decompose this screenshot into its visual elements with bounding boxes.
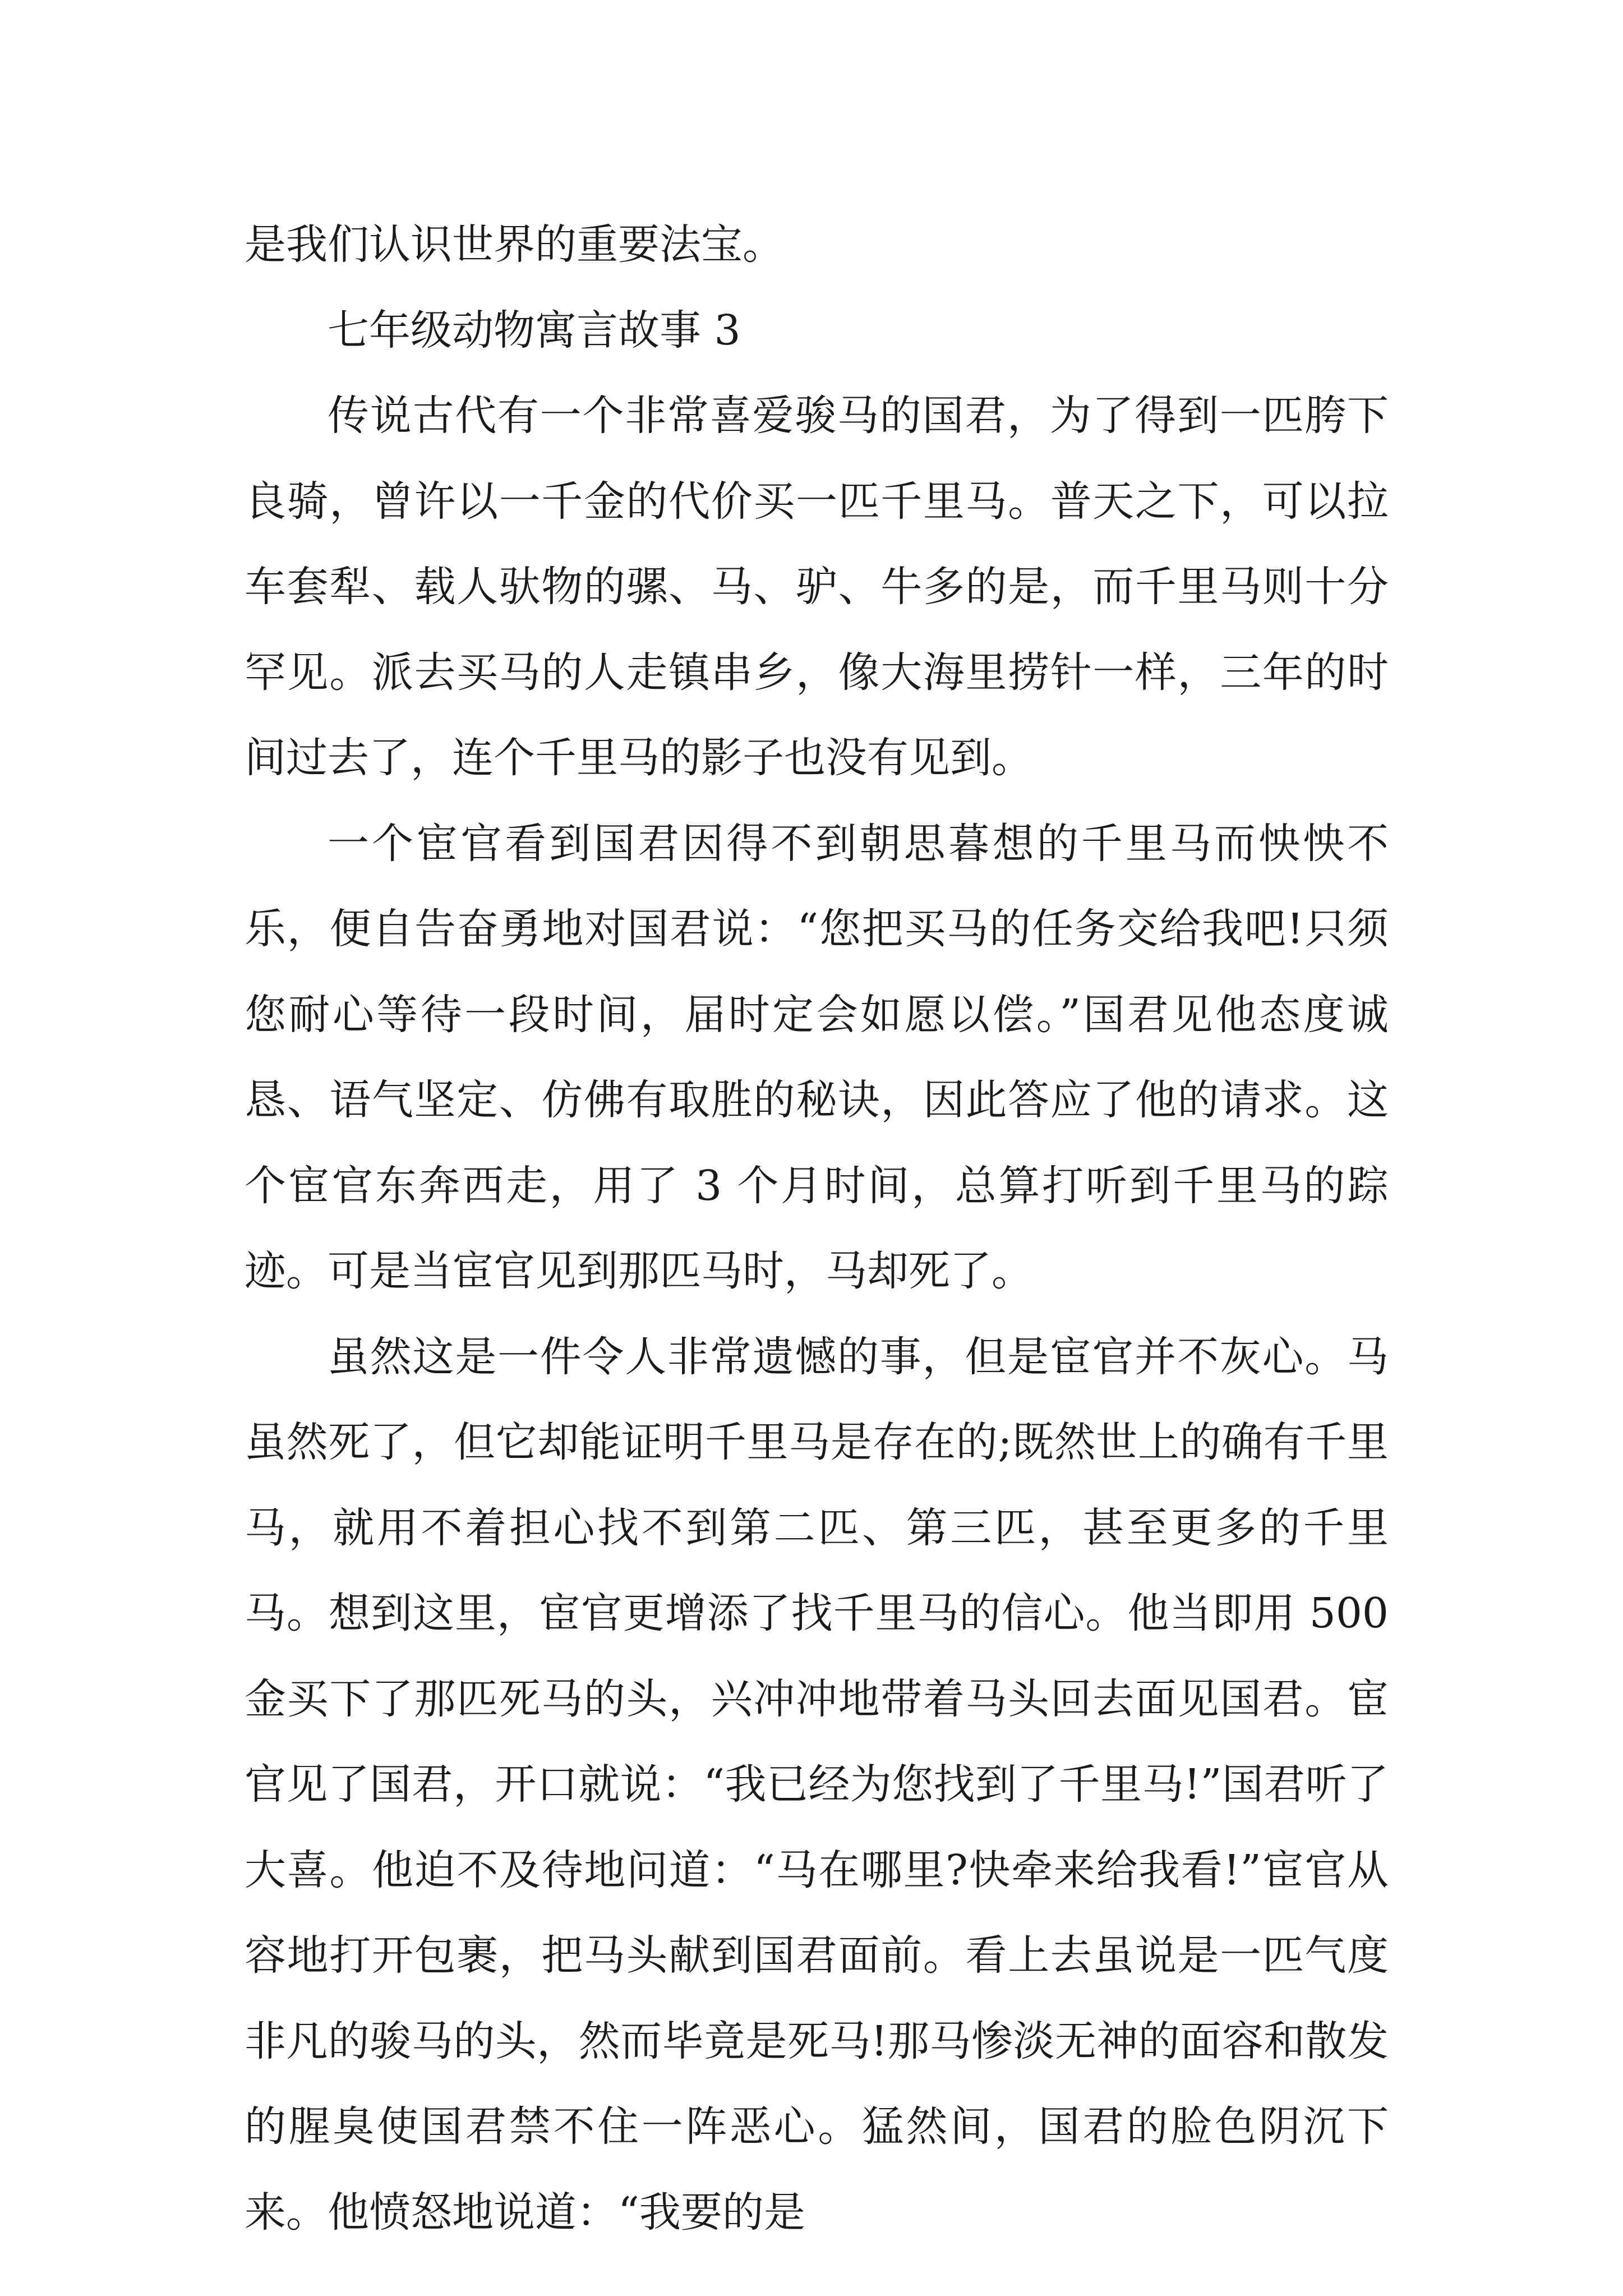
paragraph-1: 传说古代有一个非常喜爱骏马的国君，为了得到一匹胯下良骑，曾许以一千金的代价买一匹千里马。普天之下，可以拉车套犁、载人驮物的骡、马、驴、牛多的是，而千里马则十分罕见。派去买马的人走镇串乡，像大海里捞针一样，三年的时间过去了，连个千里马的影子也没有见到。	[245, 392, 1389, 782]
paragraph-3: 虽然这是一件令人非常遗憾的事，但是宦官并不灰心。马虽然死了，但它却能证明千里马是存在的;既然世上的确有千里马，就用不着担心找不到第二匹、第三匹，甚至更多的千里马。想到这里，宦官更增添了找千里马的信心。他当即用 500 金买下了那匹死马的头，兴冲冲地带着马头回去面见国君。宦官见了国君，开口就说：“我已经为您找到了千里马!”国君听了大喜。他迫不及待地问道：“马在哪里?快牵来给我看!”宦官从容地打开包裹，把马头献到国君面前。看上去虽说是一匹气度非凡的骏马的头，然而毕竟是死马!那马惨淡无神的面容和散发的腥臭使国君禁不住一阵恶心。猛然间，国君的脸色阴沉下来。他愤怒地说道：“我要的是	[245, 1332, 1389, 2237]
document-body	[245, 202, 1389, 2255]
paragraph-2: 一个宦官看到国君因得不到朝思暮想的千里马而怏怏不乐，便自告奋勇地对国君说：“您把买马的任务交给我吧!只须您耐心等待一段时间，届时定会如愿以偿。”国君见他态度诚恳、语气坚定、仿佛有取胜的秘诀，因此答应了他的请求。这个宦官东奔西走，用了 3 个月时间，总算打听到千里马的踪迹。可是当宦官见到那匹马时，马却死了。	[245, 819, 1389, 1295]
paragraph-continuation: 是我们认识世界的重要法宝。	[245, 220, 784, 269]
story-heading: 七年级动物寓言故事 3	[328, 306, 741, 355]
